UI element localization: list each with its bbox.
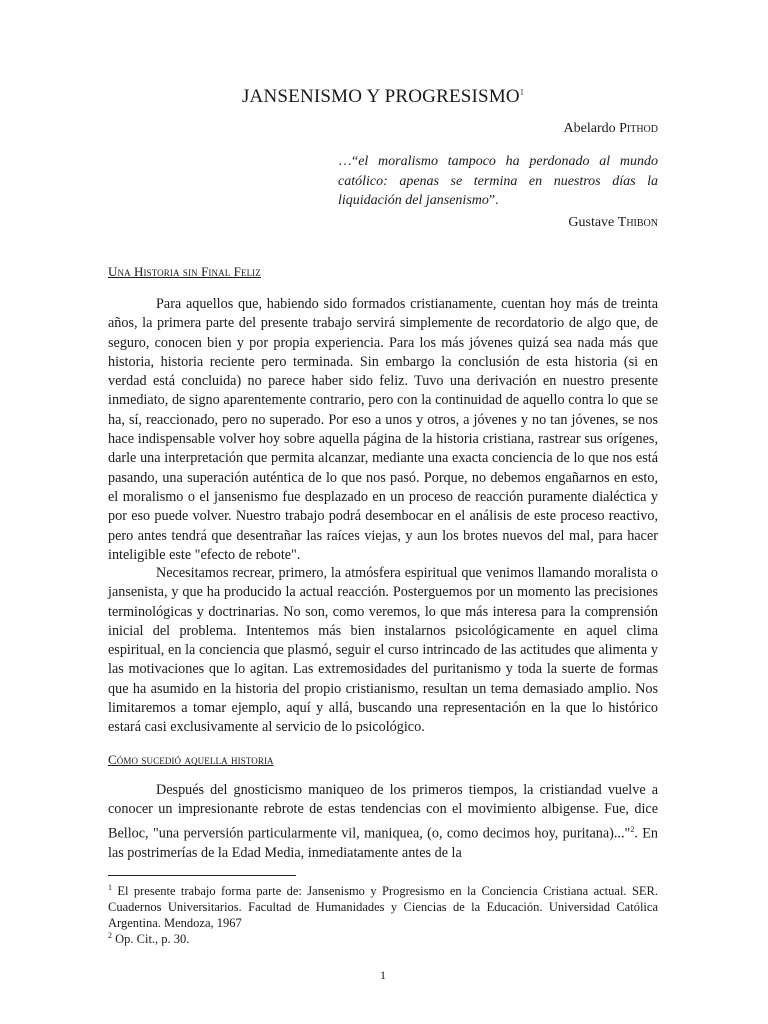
epigraph-author-last: Thibon <box>617 215 658 230</box>
page-number: 1 <box>380 968 386 982</box>
section-heading-2: Cómo sucedió aquella historia <box>108 752 274 767</box>
epigraph-author <box>568 215 658 231</box>
footnote-ref-2[interactable]: 2 <box>630 824 635 834</box>
author-line <box>564 121 658 137</box>
author-first-name: Abelardo <box>563 121 620 136</box>
epigraph-open: …“ <box>338 154 359 169</box>
title-text: JANSENISMO Y PROGRESISMO <box>241 86 520 107</box>
footnote-2-mark: 2 <box>108 931 112 940</box>
document-title <box>108 86 658 108</box>
section-heading-1: Una Historia sin Final Feliz <box>108 264 261 279</box>
epigraph-quote <box>338 152 658 211</box>
footnote-2-text: Op. Cit., p. 30. <box>115 932 190 947</box>
paragraph-3-continuation: En las postrimerías de la Edad Media, inmediatamente antes de la <box>108 825 658 861</box>
footnote-1-mark: 1 <box>108 883 112 892</box>
epigraph-text: el moralismo tampoco ha perdonado al mundo católico: apenas se termina en nuestros días la liquidación del jansenismo <box>338 154 658 208</box>
paragraph-3-text: Después del gnosticismo maniqueo de los primeros tiempos, la cristiandad vuelve a conocer un impresionante rebrote de estas tendencias con el movimiento albigense. Fue, dice Belloc, "una perversión particularmente vil, maniquea, (o, como decimos hoy, puritana)..." <box>108 782 658 842</box>
footnote-separator <box>108 875 296 876</box>
footnote-2 <box>108 928 658 948</box>
epigraph-close: ”. <box>488 193 499 208</box>
author-last-name: Pithod <box>619 121 658 136</box>
paragraph-2: Necesitamos recrear, primero, la atmósfera espiritual que venimos llamando moralista o jansenista, y que ha producido la actual reacción. Posterguemos por un momento las precisiones terminológicas y doctrinarias. No son, como veremos, lo que más interesa para la comprensión inicial del problema. Intentemos más bien instalarnos psicológicamente en aquel clima espiritual, en la conciencia que plasmó, seguir el curso intrincado de las actitudes que alimenta y las motivaciones que lo agitan. Las extremosidades del puritanismo y toda la suerte de formas que ha asumido en la historia del propio cristianismo, resultan un tema demasiado amplio. Nos limitaremos a tomar ejemplo, aquí y allá, buscando una representación en la que lo histórico estará casi exclusivamente al servicio de lo psicológico. <box>108 565 658 736</box>
paragraph-1: Para aquellos que, habiendo sido formados cristianamente, cuentan hoy más de treinta años, la primera parte del presente trabajo servirá simplemente de recordatorio de algo que, de seguro, conocen bien y por propia experiencia. Para los más jóvenes quizá sea nada más que historia, historia reciente pero terminada. Sin embargo la conclusión de esta historia (si en verdad está concluida) no parece haber sido feliz. Tuvo una derivación en nuestro presente inmediato, de signo aparentemente contrario, pero con la continuidad de aquello contra lo que se ha, sí, reaccionado, pero no superado. Por eso a unos y otros, a jóvenes y no tan jóvenes, se nos hace indispensable volver hoy sobre aquella página de la historia cristiana, rastrear sus orígenes, darle una interpretación que permita alcanzar, mediante una exacta conciencia de lo que nos está pasando, una superación auténtica de lo que nos pasó. Porque, no debemos engañarnos en esto, el moralismo o el jansenismo fue desplazado en un proceso de reacción puramente dialéctica y por eso puede volver. Nuestro trabajo podrá desembocar en el análisis de este proceso reactivo, pero antes tendrá que desentrañar las raíces viejas, y aun los brotes nuevos del mal, para hacer inteligible este "efecto de rebote". <box>108 296 658 563</box>
paragraph-3: Después del gnosticismo maniqueo de los primeros tiempos, la cristiandad vuelve a conocer un impresionante rebrote de estas tendencias con el movimiento albigense. Fue, dice Belloc, "una perversión particularmente vil, maniquea, (o, como decimos hoy, puritana)..."$^2$. En las postrimerías de la Edad Media, inmediatamente antes de la <box>108 782 658 861</box>
footnote-1-text: El presente trabajo forma parte de: Jansenismo y Progresismo en la Conciencia Cristiana actual. SER. Cuadernos Universitarios. Facultad de Humanidades y Ciencias de la Educación. Universidad Católica Argentina. Mendoza, 1967 <box>108 884 658 930</box>
footnote-1 <box>108 880 658 932</box>
epigraph-author-first: Gustave <box>568 215 618 230</box>
title-footnote-mark[interactable]: 1 <box>519 87 525 97</box>
